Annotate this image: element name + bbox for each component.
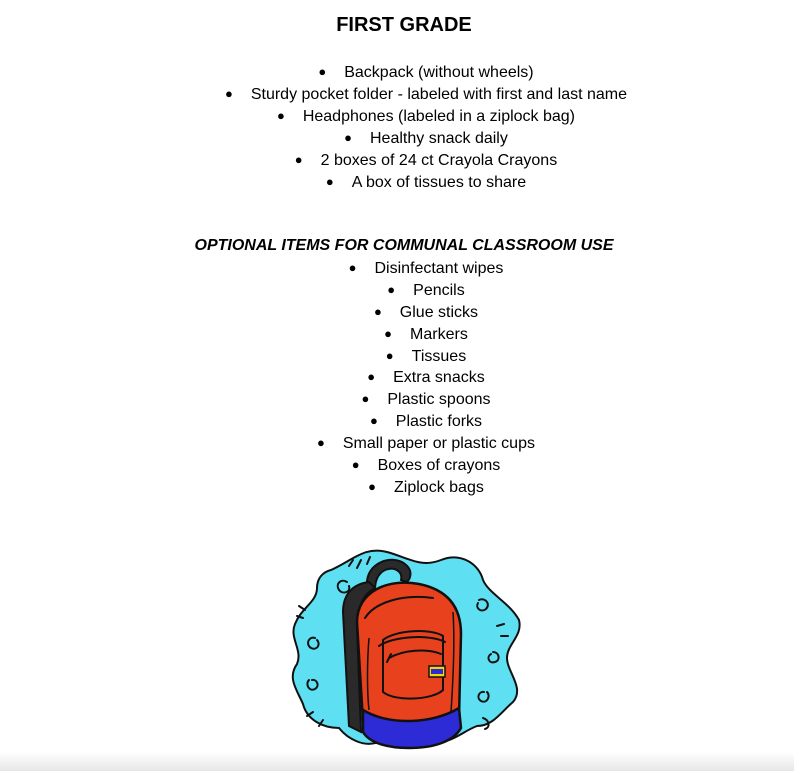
bullet-icon: ● xyxy=(351,457,360,473)
list-item-text: Healthy snack daily xyxy=(370,130,508,147)
bullet-icon: ● xyxy=(344,130,352,145)
list-item-text: Backpack (without wheels) xyxy=(344,64,534,81)
optional-supplies-list xyxy=(0,257,794,498)
list-item-text: Glue sticks xyxy=(399,303,479,321)
list-item-text: Ziplock bags xyxy=(394,478,484,496)
bullet-icon: ● xyxy=(367,369,376,385)
bullet-icon: ● xyxy=(384,325,393,341)
bullet-icon: ● xyxy=(317,435,325,451)
list-item xyxy=(0,257,794,279)
list-item xyxy=(0,105,794,127)
bullet-icon: ● xyxy=(373,303,382,319)
list-item-text: Markers xyxy=(410,325,468,343)
page-bottom-edge xyxy=(0,752,794,771)
list-item xyxy=(0,279,794,301)
list-item-text: Tissues xyxy=(411,347,467,365)
list-item xyxy=(0,323,794,345)
list-item xyxy=(0,454,794,476)
list-item-text: Boxes of crayons xyxy=(377,457,501,475)
list-item xyxy=(0,476,794,498)
list-item xyxy=(0,388,794,410)
list-item xyxy=(0,149,794,171)
list-item-text: Headphones (labeled in a ziplock bag) xyxy=(302,108,576,125)
list-item xyxy=(0,301,794,323)
page-title: FIRST GRADE xyxy=(336,14,472,36)
bullet-icon: ● xyxy=(325,174,334,189)
list-item xyxy=(0,410,794,432)
list-item-text: Sturdy pocket folder - labeled with first and last name xyxy=(250,86,628,103)
bullet-icon: ● xyxy=(294,152,303,167)
bullet-icon: ● xyxy=(224,86,233,101)
list-item-text: Pencils xyxy=(413,281,465,299)
bullet-icon: ● xyxy=(318,64,327,79)
bullet-icon: ● xyxy=(387,281,396,297)
bullet-icon: ● xyxy=(369,413,378,429)
list-item-text: Extra snacks xyxy=(393,369,485,387)
backpack-icon xyxy=(283,542,525,756)
optional-items-heading: OPTIONAL ITEMS FOR COMMUNAL CLASSROOM USE xyxy=(194,237,614,254)
list-item-text: A box of tissues to share xyxy=(351,174,527,191)
required-supplies-list xyxy=(0,61,794,193)
list-item xyxy=(0,171,794,193)
list-item-text: Plastic spoons xyxy=(387,391,491,409)
backpack-patch xyxy=(429,666,445,677)
list-item xyxy=(0,83,794,105)
bullet-icon: ● xyxy=(348,260,357,275)
bullet-icon: ● xyxy=(368,478,377,494)
list-item-text: Disinfectant wipes xyxy=(374,260,504,277)
bullet-icon: ● xyxy=(361,391,370,407)
bullet-icon: ● xyxy=(276,108,285,123)
list-item xyxy=(0,127,794,149)
bullet-icon: ● xyxy=(385,347,394,363)
list-item xyxy=(0,432,794,454)
list-item xyxy=(0,366,794,388)
list-item-text: 2 boxes of 24 ct Crayola Crayons xyxy=(320,152,558,169)
list-item xyxy=(0,61,794,83)
list-item-text: Plastic forks xyxy=(395,413,483,431)
list-item xyxy=(0,345,794,367)
list-item-text: Small paper or plastic cups xyxy=(342,435,535,453)
